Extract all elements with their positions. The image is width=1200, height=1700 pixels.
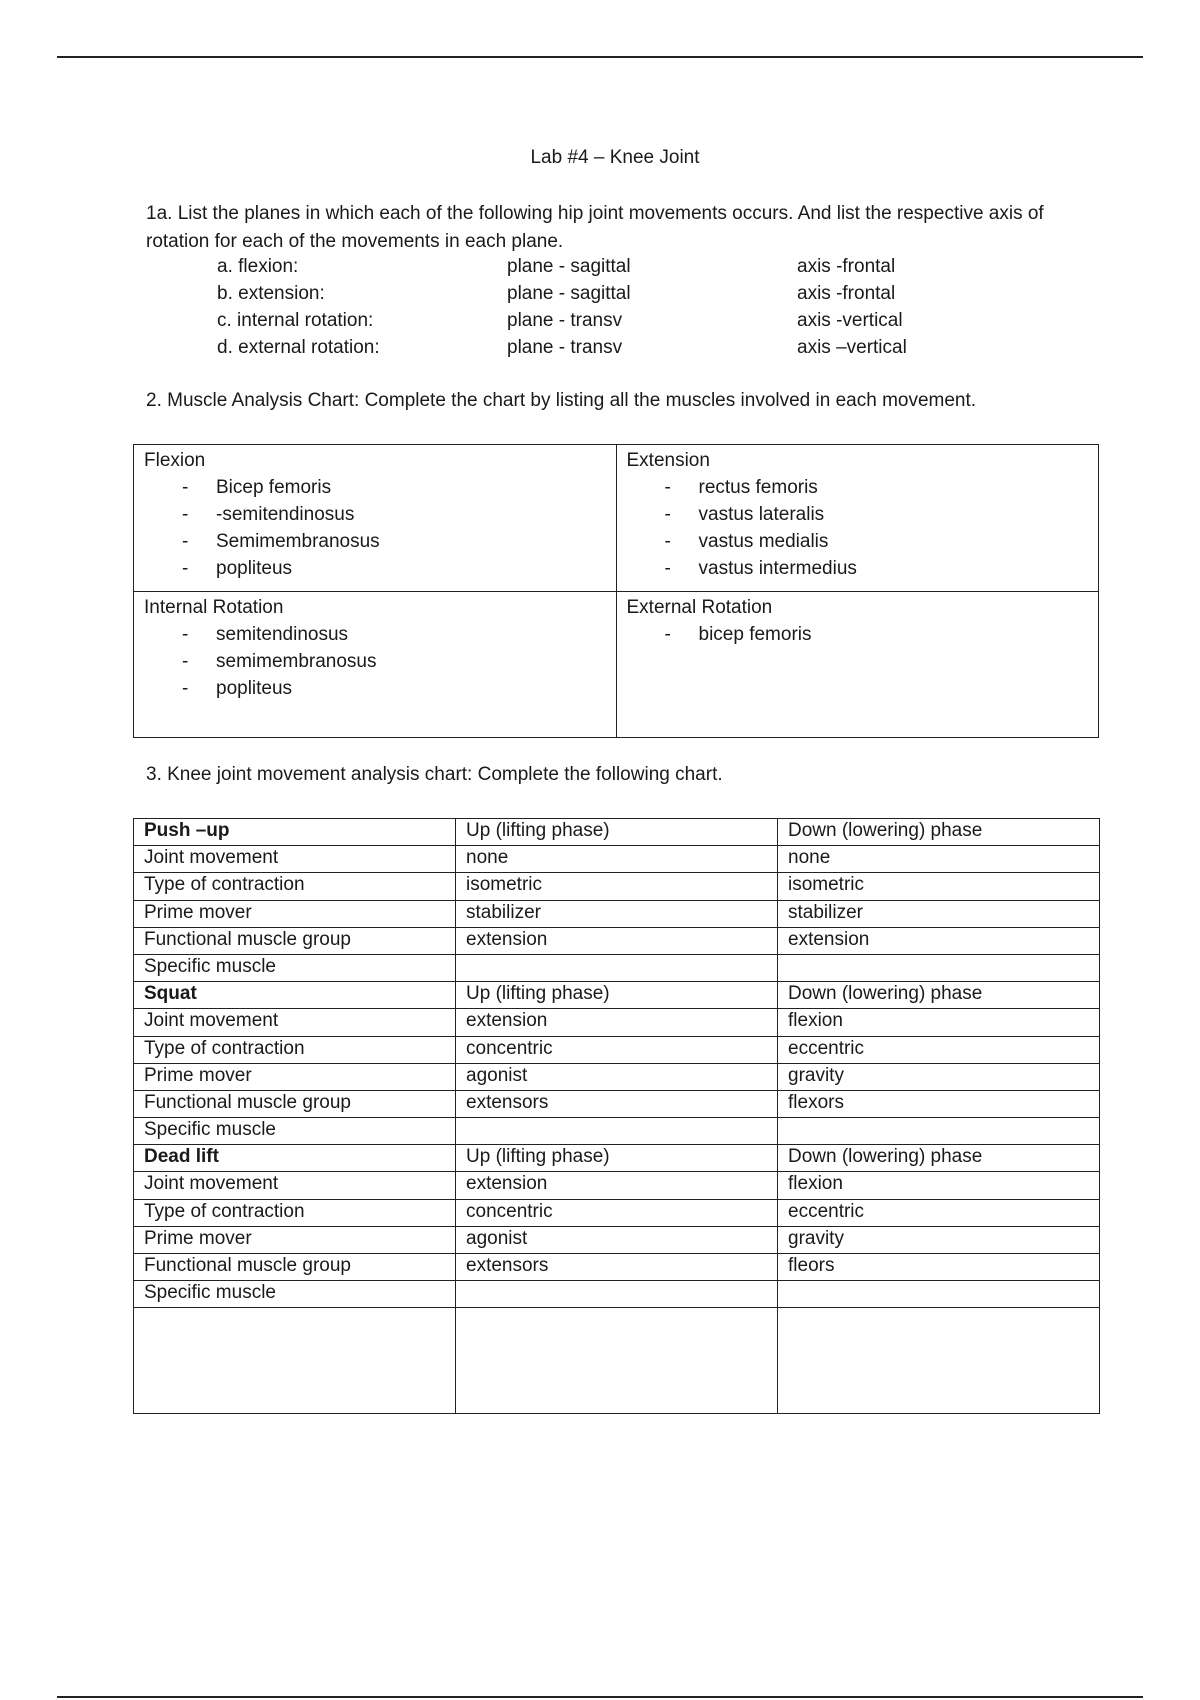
movement-label: d. external rotation: [217,337,380,358]
top-rule [57,56,1143,58]
table-cell: stabilizer [456,900,778,927]
table-cell: concentric [456,1199,778,1226]
cell-heading: Internal Rotation [144,597,284,618]
movement-plane: plane - sagittal [507,256,631,277]
table-cell: flexors [778,1090,1100,1117]
table-row [134,954,1100,981]
table-cell: gravity [778,1063,1100,1090]
table-row [134,1063,1100,1090]
table-cell: Specific muscle [134,1281,456,1308]
table-cell: gravity [778,1226,1100,1253]
muscle-cell-flexion [134,445,617,592]
exercise-header-row [134,1145,1100,1172]
muscle-cell-extension [616,445,1099,592]
table-cell: Functional muscle group [134,1090,456,1117]
table-cell: agonist [456,1226,778,1253]
table-cell: Up (lifting phase) [456,819,778,846]
movement-label: b. extension: [217,283,325,304]
movement-label: c. internal rotation: [217,310,374,331]
table-cell: Functional muscle group [134,927,456,954]
table-cell: Joint movement [134,846,456,873]
table-cell: extensors [456,1090,778,1117]
movement-label: a. flexion: [217,256,299,277]
table-cell: Specific muscle [134,1118,456,1145]
table-row [134,1308,1100,1414]
question-3-prompt: 3. Knee joint movement analysis chart: Complete the following chart. [146,764,723,785]
muscle-item: - bicep femoris [627,621,1089,648]
table-row [134,1090,1100,1117]
cell-heading: External Rotation [626,597,773,618]
muscle-item: - Semimembranosus [144,528,606,555]
table-cell: flexion [778,1172,1100,1199]
table-cell: Dead lift [134,1145,456,1172]
muscle-list [627,621,1089,648]
table-cell [778,954,1100,981]
table-cell: eccentric [778,1036,1100,1063]
table-cell: Push –up [134,819,456,846]
table-cell: Down (lowering) phase [778,1145,1100,1172]
muscle-item: - popliteus [144,675,606,702]
table-cell: none [456,846,778,873]
table-row [134,1281,1100,1308]
cell-heading: Extension [626,450,710,471]
muscle-cell-internal-rotation [134,592,617,738]
table-cell: agonist [456,1063,778,1090]
table-cell: Type of contraction [134,1036,456,1063]
muscle-item: - semimembranosus [144,648,606,675]
question-1a-prompt: 1a. List the planes in which each of the following hip joint movements occurs. And list the respective axis of rotation for each of the movements in each plane. [146,203,1044,252]
table-cell: Up (lifting phase) [456,1145,778,1172]
muscle-item: - vastus intermedius [627,555,1089,582]
page-title: Lab #4 – Knee Joint [530,147,700,168]
table-row [134,900,1100,927]
table-cell: extension [456,1009,778,1036]
muscle-item: - rectus femoris [627,474,1089,501]
table-cell [456,954,778,981]
table-cell [456,1281,778,1308]
table-cell [778,1281,1100,1308]
table-cell: concentric [456,1036,778,1063]
muscle-item: - semitendinosus [144,621,606,648]
table-cell [456,1118,778,1145]
question-2-prompt: 2. Muscle Analysis Chart: Complete the chart by listing all the muscles involved in each movement. [146,390,977,411]
table-row [134,1254,1100,1281]
table-row [134,1009,1100,1036]
table-cell: Joint movement [134,1009,456,1036]
table-cell: Functional muscle group [134,1254,456,1281]
table-cell: Joint movement [134,1172,456,1199]
muscle-analysis-table [133,444,1099,738]
table-cell [778,1118,1100,1145]
cell-heading: Flexion [144,450,206,471]
table-row [134,1036,1100,1063]
table-row [134,846,1100,873]
muscle-item: - vastus lateralis [627,501,1089,528]
table-cell: Up (lifting phase) [456,982,778,1009]
table-cell: Down (lowering) phase [778,819,1100,846]
table-cell: Type of contraction [134,1199,456,1226]
table-cell: Squat [134,982,456,1009]
exercise-header-row [134,819,1100,846]
table-cell [778,1308,1100,1414]
table-row [134,1118,1100,1145]
table-cell: stabilizer [778,900,1100,927]
table-row [134,1226,1100,1253]
table-cell: Down (lowering) phase [778,982,1100,1009]
table-cell: extension [456,1172,778,1199]
movement-analysis-table [133,818,1100,1414]
table-row [134,927,1100,954]
muscle-list [627,474,1089,582]
table-cell: isometric [778,873,1100,900]
exercise-header-row [134,982,1100,1009]
table-cell: extension [778,927,1100,954]
table-cell: flexion [778,1009,1100,1036]
table-cell [456,1308,778,1414]
table-cell: Type of contraction [134,873,456,900]
movement-axis: axis -vertical [797,310,903,331]
bottom-rule [57,1696,1143,1698]
table-cell: none [778,846,1100,873]
table-cell: extension [456,927,778,954]
movement-plane: plane - sagittal [507,283,631,304]
muscle-item: - vastus medialis [627,528,1089,555]
table-cell: Prime mover [134,1063,456,1090]
table-cell: Prime mover [134,1226,456,1253]
movement-axis: axis -frontal [797,256,896,277]
table-row [134,1199,1100,1226]
table-cell: fleors [778,1254,1100,1281]
movement-axis: axis –vertical [797,337,907,358]
movement-axis: axis -frontal [797,283,896,304]
table-row [134,873,1100,900]
muscle-item: - popliteus [144,555,606,582]
table-cell: Prime mover [134,900,456,927]
table-row [134,1172,1100,1199]
movement-plane: plane - transv [507,310,623,331]
muscle-list [144,621,606,702]
table-cell: Specific muscle [134,954,456,981]
table-cell: extensors [456,1254,778,1281]
muscle-item: - -semitendinosus [144,501,606,528]
muscle-list [144,474,606,582]
table-cell [134,1308,456,1414]
movement-plane: plane - transv [507,337,623,358]
muscle-cell-external-rotation [616,592,1099,738]
muscle-item: - Bicep femoris [144,474,606,501]
table-cell: isometric [456,873,778,900]
table-cell: eccentric [778,1199,1100,1226]
